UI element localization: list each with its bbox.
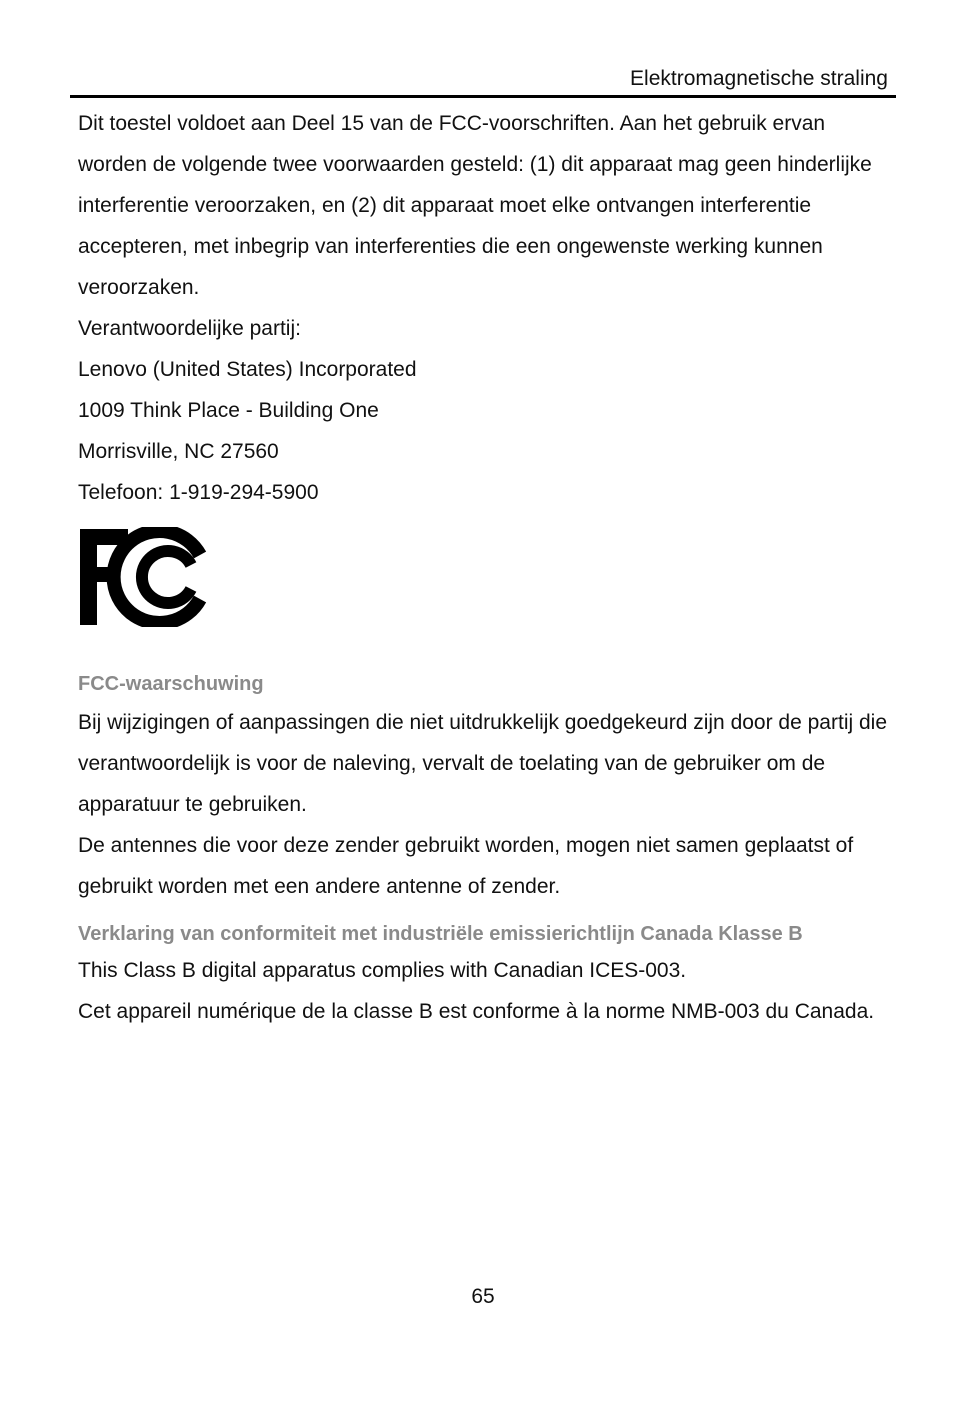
address-line-phone: Telefoon: 1-919-294-5900 (78, 481, 319, 504)
address-line-street: 1009 Think Place - Building One (78, 399, 379, 422)
page-number: 65 (471, 1285, 495, 1308)
fcc-warning-paragraph-2: De antennes die voor deze zender gebruikt worden, mogen niet samen geplaatst of gebruikt worden met een andere antenne of zender. (78, 834, 854, 898)
address-line-city: Morrisville, NC 27560 (78, 440, 279, 463)
address-line-company: Lenovo (United States) Incorporated (78, 358, 417, 381)
canada-statement-en: This Class B digital apparatus complies with Canadian ICES-003. (78, 959, 687, 982)
running-header: Elektromagnetische straling (630, 67, 888, 90)
fcc-warning-heading: FCC-waarschuwing (78, 673, 264, 695)
canada-heading: Verklaring van conformiteit met industriële emissierichtlijn Canada Klasse B (78, 923, 803, 945)
fcc-compliance-paragraph: Dit toestel voldoet aan Deel 15 van de FCC-voorschriften. Aan het gebruik ervan worden de volgende twee voorwaarden gesteld: (1) dit apparaat mag geen hinderlijke interferentie veroorzaken, en (2) dit apparaat moet elke ontvangen interferentie accepteren, met inbegrip van interferenties die een ongewenste werking kunnen veroorzaken. (78, 112, 872, 299)
fcc-warning-paragraph-1: Bij wijzigingen of aanpassingen die niet uitdrukkelijk goedgekeurd zijn door de partij die verantwoordelijk is voor de naleving, vervalt de toelating van de gebruiker om de apparatuur te gebruiken. (78, 711, 888, 816)
responsible-party-label: Verantwoordelijke partij: (78, 317, 301, 340)
page-content (78, 103, 898, 1032)
canada-statement-fr: Cet appareil numérique de la classe B est conforme à la norme NMB-003 du Canada. (78, 1000, 875, 1023)
fcc-logo (78, 527, 210, 627)
header-divider (70, 95, 896, 98)
